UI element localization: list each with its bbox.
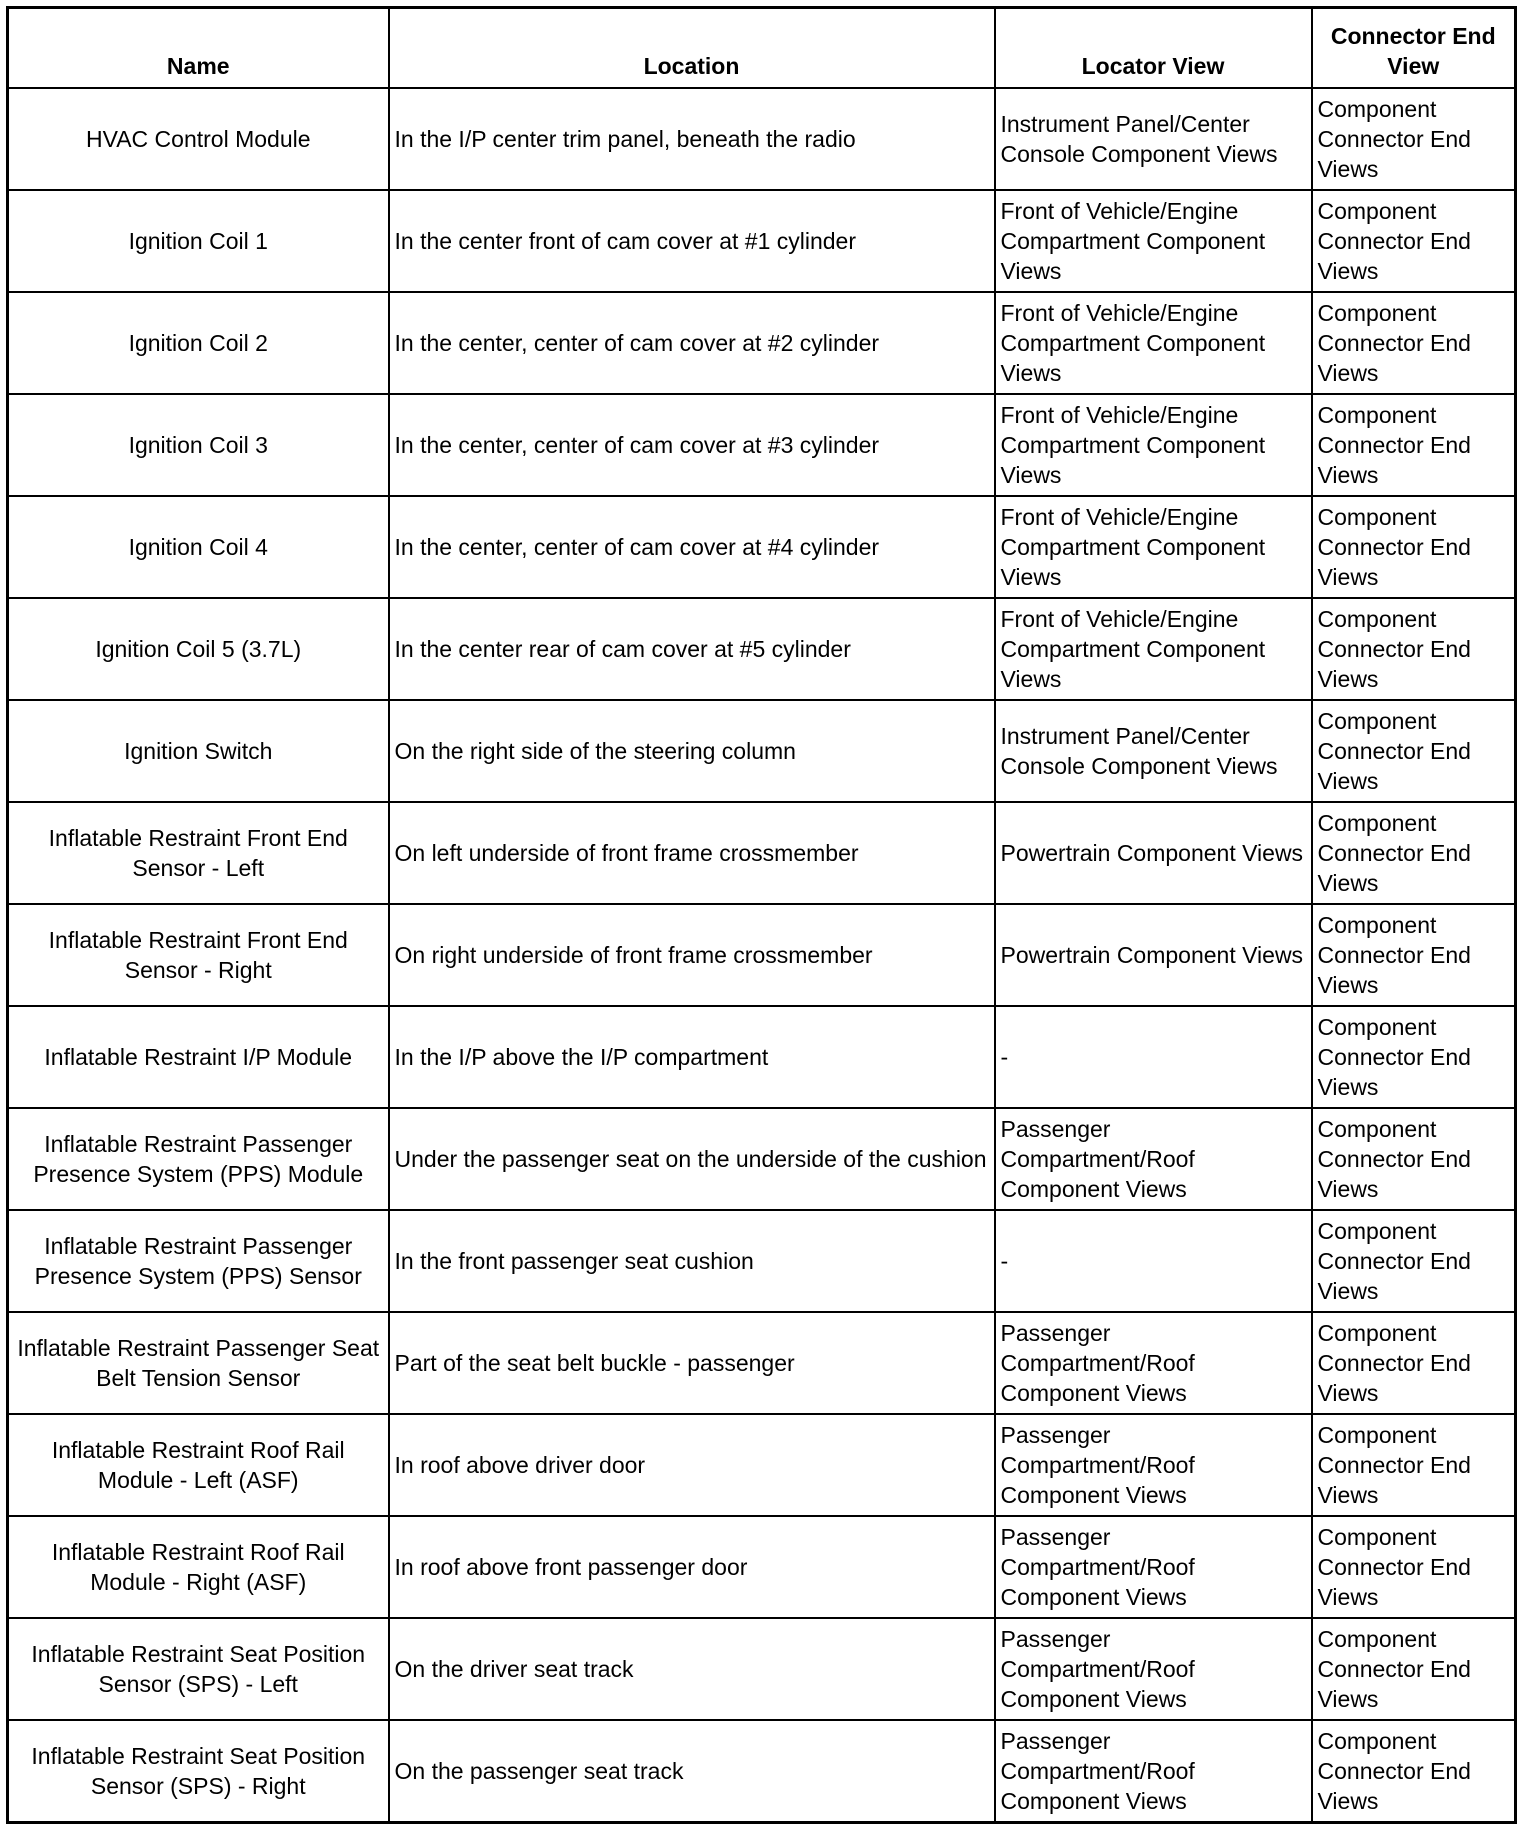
cell-location: On the driver seat track — [389, 1618, 995, 1720]
header-name: Name — [8, 8, 389, 89]
cell-connector-end-view: Component Connector End Views — [1312, 802, 1516, 904]
table-row — [8, 292, 1516, 394]
cell-name: Ignition Coil 5 (3.7L) — [8, 598, 389, 700]
cell-locator-view: Front of Vehicle/Engine Compartment Component Views — [995, 496, 1312, 598]
cell-locator-view: Front of Vehicle/Engine Compartment Component Views — [995, 292, 1312, 394]
cell-location: In the front passenger seat cushion — [389, 1210, 995, 1312]
cell-locator-view: Front of Vehicle/Engine Compartment Component Views — [995, 598, 1312, 700]
table-row — [8, 190, 1516, 292]
cell-name: Ignition Switch — [8, 700, 389, 802]
cell-connector-end-view: Component Connector End Views — [1312, 1414, 1516, 1516]
cell-name: Ignition Coil 4 — [8, 496, 389, 598]
table-row — [8, 1516, 1516, 1618]
cell-name: Inflatable Restraint I/P Module — [8, 1006, 389, 1108]
cell-location: In roof above front passenger door — [389, 1516, 995, 1618]
cell-location: On right underside of front frame crossmember — [389, 904, 995, 1006]
cell-location: In the center rear of cam cover at #5 cylinder — [389, 598, 995, 700]
table-row — [8, 1618, 1516, 1720]
cell-connector-end-view: Component Connector End Views — [1312, 904, 1516, 1006]
table-row — [8, 598, 1516, 700]
cell-connector-end-view: Component Connector End Views — [1312, 88, 1516, 190]
cell-locator-view: Front of Vehicle/Engine Compartment Component Views — [995, 394, 1312, 496]
cell-connector-end-view: Component Connector End Views — [1312, 292, 1516, 394]
cell-name: Inflatable Restraint Passenger Presence System (PPS) Sensor — [8, 1210, 389, 1312]
cell-location: In the center, center of cam cover at #2 cylinder — [389, 292, 995, 394]
table-row — [8, 802, 1516, 904]
table-row — [8, 1210, 1516, 1312]
header-locator-view: Locator View — [995, 8, 1312, 89]
cell-name: Inflatable Restraint Front End Sensor - Left — [8, 802, 389, 904]
cell-connector-end-view: Component Connector End Views — [1312, 1108, 1516, 1210]
cell-locator-view: Powertrain Component Views — [995, 904, 1312, 1006]
cell-connector-end-view: Component Connector End Views — [1312, 700, 1516, 802]
cell-connector-end-view: Component Connector End Views — [1312, 598, 1516, 700]
cell-name: HVAC Control Module — [8, 88, 389, 190]
cell-connector-end-view: Component Connector End Views — [1312, 1516, 1516, 1618]
header-connector-end-view: Connector End View — [1312, 8, 1516, 89]
table-row — [8, 1108, 1516, 1210]
table-row — [8, 1312, 1516, 1414]
table-row — [8, 88, 1516, 190]
table-row — [8, 700, 1516, 802]
cell-locator-view: Passenger Compartment/Roof Component Views — [995, 1720, 1312, 1823]
cell-location: In the I/P center trim panel, beneath the radio — [389, 88, 995, 190]
cell-location: In the center, center of cam cover at #4 cylinder — [389, 496, 995, 598]
cell-connector-end-view: Component Connector End Views — [1312, 190, 1516, 292]
table-row — [8, 1414, 1516, 1516]
cell-connector-end-view: Component Connector End Views — [1312, 394, 1516, 496]
cell-locator-view: Passenger Compartment/Roof Component Views — [995, 1108, 1312, 1210]
cell-connector-end-view: Component Connector End Views — [1312, 496, 1516, 598]
table-row — [8, 496, 1516, 598]
cell-locator-view: Instrument Panel/Center Console Component Views — [995, 700, 1312, 802]
cell-name: Inflatable Restraint Seat Position Sensor (SPS) - Left — [8, 1618, 389, 1720]
cell-name: Ignition Coil 3 — [8, 394, 389, 496]
cell-name: Inflatable Restraint Roof Rail Module - Right (ASF) — [8, 1516, 389, 1618]
cell-connector-end-view: Component Connector End Views — [1312, 1720, 1516, 1823]
cell-name: Inflatable Restraint Front End Sensor - Right — [8, 904, 389, 1006]
table-row — [8, 1720, 1516, 1823]
cell-locator-view: Instrument Panel/Center Console Component Views — [995, 88, 1312, 190]
cell-connector-end-view: Component Connector End Views — [1312, 1210, 1516, 1312]
cell-location: Under the passenger seat on the underside of the cushion — [389, 1108, 995, 1210]
cell-location: In the I/P above the I/P compartment — [389, 1006, 995, 1108]
cell-locator-view: Passenger Compartment/Roof Component Views — [995, 1618, 1312, 1720]
cell-location: In roof above driver door — [389, 1414, 995, 1516]
cell-locator-view: Passenger Compartment/Roof Component Views — [995, 1516, 1312, 1618]
table-header-row — [8, 8, 1516, 89]
cell-connector-end-view: Component Connector End Views — [1312, 1312, 1516, 1414]
cell-location: On the right side of the steering column — [389, 700, 995, 802]
cell-location: In the center front of cam cover at #1 cylinder — [389, 190, 995, 292]
cell-locator-view: Passenger Compartment/Roof Component Views — [995, 1312, 1312, 1414]
cell-locator-view: Powertrain Component Views — [995, 802, 1312, 904]
cell-location: On left underside of front frame crossmember — [389, 802, 995, 904]
cell-name: Inflatable Restraint Roof Rail Module - Left (ASF) — [8, 1414, 389, 1516]
cell-location: On the passenger seat track — [389, 1720, 995, 1823]
cell-locator-view: - — [995, 1006, 1312, 1108]
component-locator-table — [6, 6, 1517, 1824]
cell-location: In the center, center of cam cover at #3 cylinder — [389, 394, 995, 496]
cell-name: Inflatable Restraint Passenger Presence System (PPS) Module — [8, 1108, 389, 1210]
table-row — [8, 904, 1516, 1006]
header-location: Location — [389, 8, 995, 89]
cell-connector-end-view: Component Connector End Views — [1312, 1618, 1516, 1720]
cell-connector-end-view: Component Connector End Views — [1312, 1006, 1516, 1108]
cell-name: Inflatable Restraint Seat Position Sensor (SPS) - Right — [8, 1720, 389, 1823]
cell-name: Inflatable Restraint Passenger Seat Belt Tension Sensor — [8, 1312, 389, 1414]
cell-locator-view: Front of Vehicle/Engine Compartment Component Views — [995, 190, 1312, 292]
cell-locator-view: - — [995, 1210, 1312, 1312]
cell-locator-view: Passenger Compartment/Roof Component Views — [995, 1414, 1312, 1516]
table-row — [8, 394, 1516, 496]
cell-name: Ignition Coil 1 — [8, 190, 389, 292]
table-row — [8, 1006, 1516, 1108]
cell-name: Ignition Coil 2 — [8, 292, 389, 394]
cell-location: Part of the seat belt buckle - passenger — [389, 1312, 995, 1414]
